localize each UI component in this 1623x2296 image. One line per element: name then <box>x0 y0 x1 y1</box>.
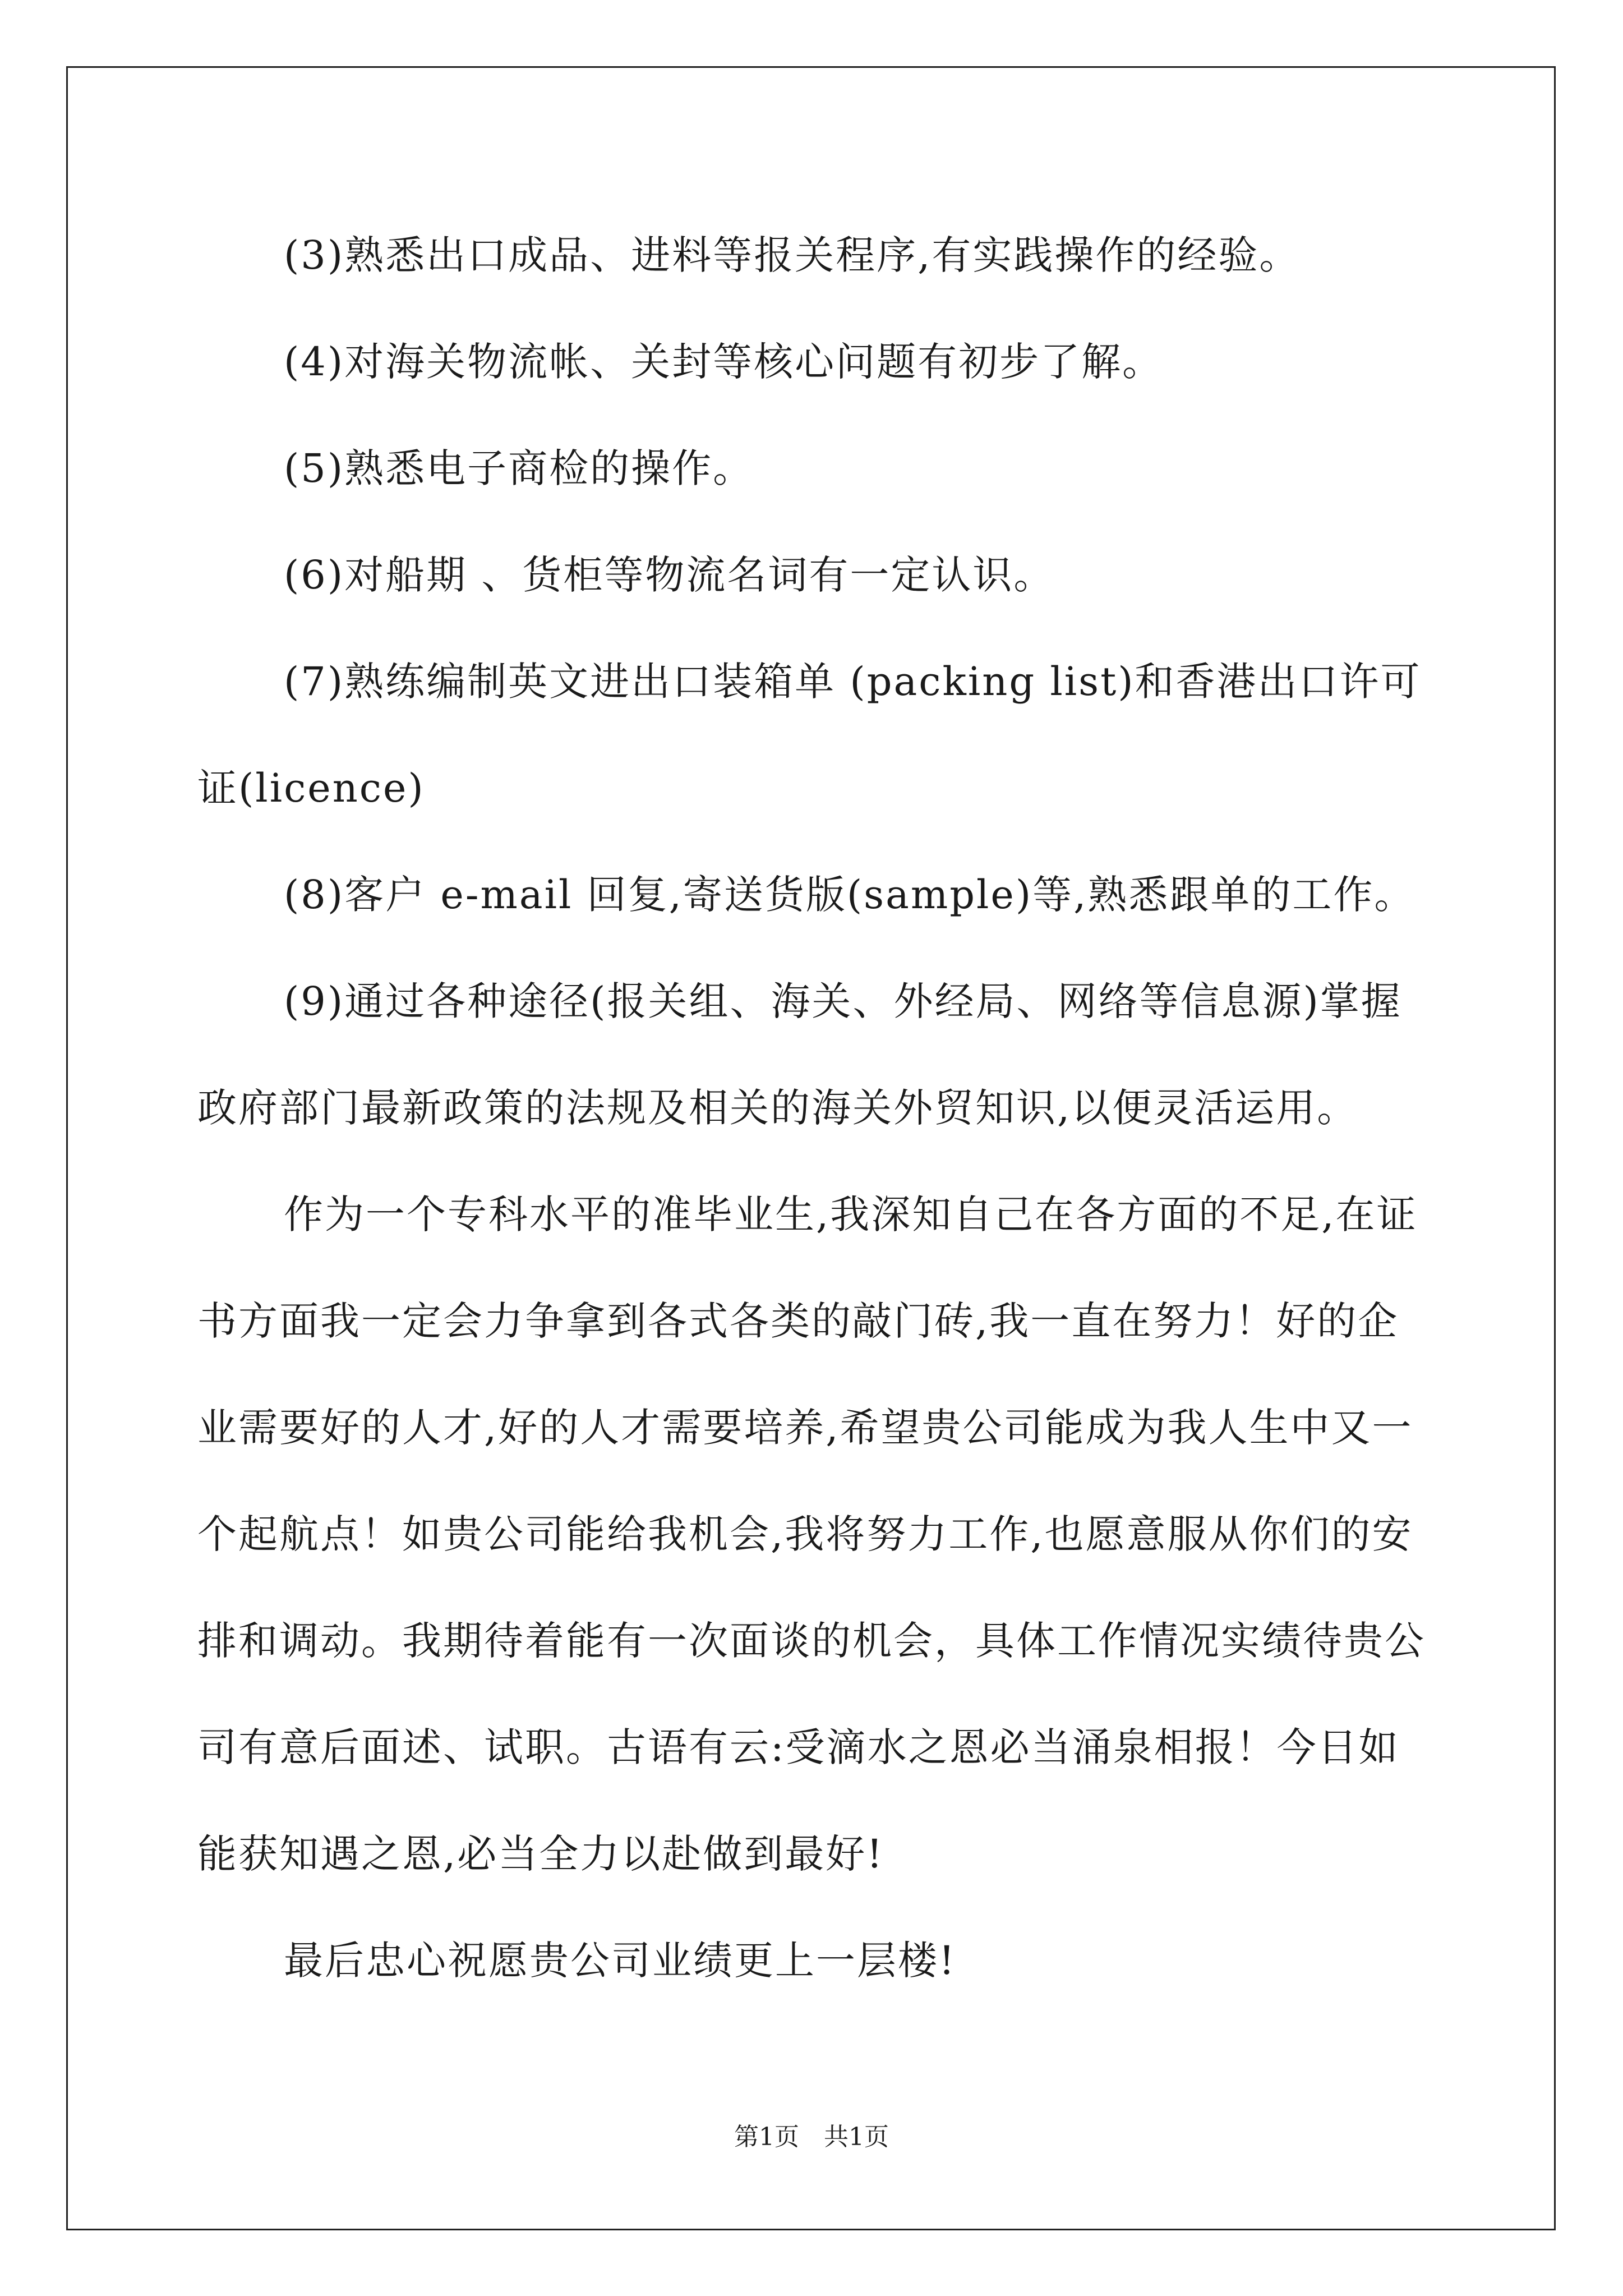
paragraph-item-9: (9)通过各种途径(报关组、海关、外经局、网络等信息源)掌握政府部门最新政策的法规及相关的海关外贸知识,以便灵活运用。 <box>197 978 1402 1131</box>
paragraph-closing-wish: 最后忠心祝愿贵公司业绩更上一层楼! <box>284 1938 957 1984</box>
paragraph-item-4: (4)对海关物流帐、关封等核心问题有初步了解。 <box>284 339 1164 385</box>
paragraph-item-3: (3)熟悉出口成品、进料等报关程序,有实践操作的经验。 <box>284 232 1301 278</box>
page-number: 第1页 <box>734 2123 799 2151</box>
paragraph-item-8: (8)客户 e-mail 回复,寄送货版(sample)等,熟悉跟单的工作。 <box>284 872 1415 918</box>
paragraph-item-6: (6)对船期 、货柜等物流名词有一定认识。 <box>284 552 1055 598</box>
paragraph-item-5: (5)熟悉电子商检的操作。 <box>284 445 754 491</box>
document-body <box>197 202 1429 2014</box>
page-footer <box>0 2120 1623 2154</box>
page-total: 共1页 <box>824 2123 889 2151</box>
paragraph-item-7: (7)熟练编制英文进出口装箱单 (packing list)和香港出口许可证(licence) <box>197 659 1422 811</box>
paragraph-self-statement: 作为一个专科水平的准毕业生,我深知自己在各方面的不足,在证书方面我一定会力争拿到各式各类的敲门砖,我一直在努力！好的企业需要好的人才,好的人才需要培养,希望贵公司能成为我人生中又一个起航点！如贵公司能给我机会,我将努力工作,也愿意服从你们的安排和调动。我期待着能有一次面谈的机会，具体工作情况实绩待贵公司有意后面述、试职。古语有云:受滴水之恩必当涌泉相报！今日如能获知遇之恩,必当全力以赴做到最好! <box>197 1191 1426 1877</box>
